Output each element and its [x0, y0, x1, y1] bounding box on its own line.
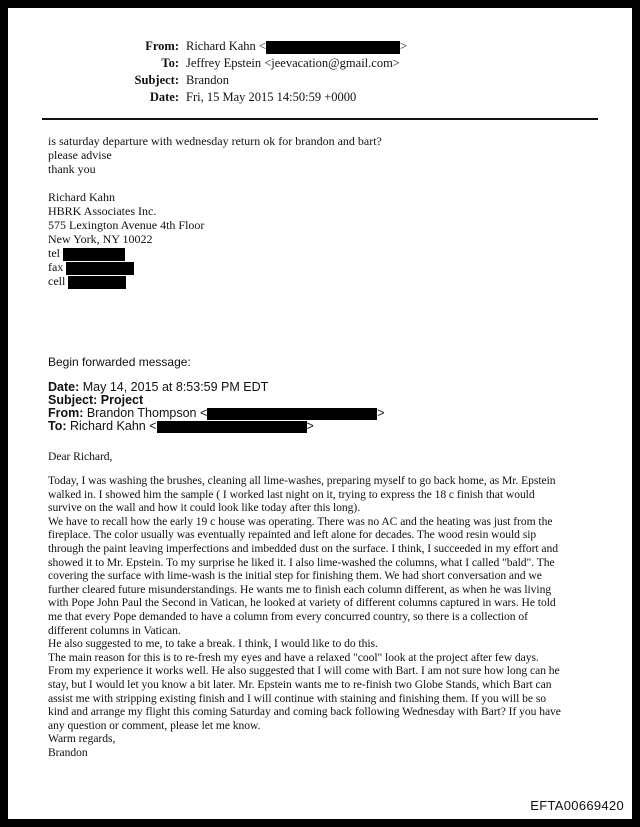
redaction-bar	[266, 41, 400, 54]
redaction-bar	[66, 262, 134, 275]
message-line: is saturday departure with wednesday return ok for brandon and bart?	[48, 134, 382, 148]
letter-greeting: Dear Richard,	[48, 450, 113, 463]
from-close: >	[399, 39, 408, 53]
letter-line: any question or comment, please let me know.	[48, 718, 261, 732]
forwarded-subject-label: Subject:	[48, 393, 98, 407]
forwarded-from-label: From:	[48, 406, 84, 420]
signature-name: Richard Kahn	[48, 190, 115, 204]
letter-line: From my experience it works well. He also suggested that I will come with Bart. I am not sure how long can he	[48, 664, 560, 678]
message-line: thank you	[48, 162, 96, 176]
date-value: Fri, 15 May 2015 14:50:59 +0000	[186, 90, 357, 104]
header-divider	[42, 118, 598, 120]
forwarded-from-close: >	[377, 406, 385, 420]
letter-line: kind and arrange my flight this coming Saturday and coming back following Wednesday with Bart? If you have	[48, 705, 561, 719]
forwarded-date-label: Date:	[48, 380, 80, 394]
forwarded-intro: Begin forwarded message:	[48, 355, 191, 369]
letter-line: walked in. I showed him the sample ( I worked last night on it, trying to express the 18 c finish that would	[48, 487, 535, 501]
letter-line: Brandon	[48, 746, 88, 759]
cell-label: cell	[48, 274, 66, 288]
letter-line: Today, I was washing the brushes, cleaning all lime-washes, preparing myself to go back home, as Mr. Epstein	[48, 474, 556, 487]
tel-label: tel	[48, 246, 60, 260]
letter-line: through the paint leaving imperfections and imbedded dust on the surface. I think, I succeeded in my effort and	[48, 542, 559, 555]
bates-number: EFTA00669420	[530, 798, 624, 813]
message-line: please advise	[48, 148, 112, 162]
letter-line: He also suggested to me, to take a break. I think, I would like to do this.	[48, 637, 378, 651]
forwarded-to	[48, 420, 314, 433]
date-label: Date:	[149, 90, 179, 104]
signature-city: New York, NY 10022	[48, 232, 153, 246]
signature-company: HBRK Associates Inc.	[48, 204, 157, 218]
signature-tel	[48, 246, 125, 261]
subject-value: Brandon	[186, 73, 230, 87]
to-value: Jeffrey Epstein <jeevacation@gmail.com>	[186, 56, 400, 70]
forwarded-from-value: Brandon Thompson <	[86, 406, 208, 420]
signature-fax	[48, 260, 134, 275]
redaction-bar	[157, 421, 307, 433]
signature-cell	[48, 274, 126, 289]
redaction-bar	[63, 248, 125, 261]
to-label: To:	[161, 56, 179, 70]
from-label: From:	[145, 39, 179, 53]
redaction-bar	[207, 408, 377, 420]
letter-line: stay, but I would let you know a bit later. Mr. Epstein wants me to re-finish two Globe Stands, which Bart can	[48, 678, 552, 691]
forwarded-date-value: May 14, 2015 at 8:53:59 PM EDT	[82, 380, 269, 394]
letter-line: Warm regards,	[48, 732, 116, 746]
forwarded-to-close: >	[306, 419, 314, 433]
letter-line: different columns in Vatican.	[48, 623, 181, 637]
forwarded-to-label: To:	[48, 419, 67, 433]
redaction-bar	[68, 276, 126, 289]
letter-line: showed it to Mr. Epstein. To my surprise he liked it. I also lime-washed the columns, what I called "bald". The	[48, 555, 555, 569]
fax-label: fax	[48, 260, 64, 274]
letter-line: covering the surface with lime-wash is the initial step for finishing them. We had short conversation and we	[48, 569, 542, 583]
letter-line: We have to recall how the early 19 c house was operating. There was no AC and the heating was just from the	[48, 514, 553, 528]
document-page	[8, 8, 632, 819]
subject-label: Subject:	[134, 73, 179, 87]
letter-line: fireplace. The color usually was eventually repainted and left alone for decades. The wood resin would sip	[48, 528, 537, 542]
letter-line: assist me with stripping existing finish and I will continue with staining and finishing them. If you will be so	[48, 691, 547, 705]
from-name: Richard Kahn <	[186, 39, 266, 53]
from-value	[186, 38, 407, 55]
forwarded-to-value: Richard Kahn <	[70, 419, 157, 433]
forwarded-subject-value: Project	[100, 393, 144, 407]
letter-line: survive on the wall and how it could look like today after this long).	[48, 501, 361, 515]
letter-line: with Pope John Paul the Second in Vatican, he looked at variety of different columns captured in wars. He told	[48, 596, 556, 610]
letter-line: further cleared future misunderstandings. He wants me to finish each column different, as when he was living	[48, 582, 552, 596]
letter-line: me that every Pope demanded to have a column from every concurred country, so there is a collection of	[48, 610, 528, 623]
letter-line: The main reason for this is to re-fresh my eyes and have a relaxed "cool" look at the project after few days.	[48, 650, 539, 664]
signature-address: 575 Lexington Avenue 4th Floor	[48, 218, 205, 232]
